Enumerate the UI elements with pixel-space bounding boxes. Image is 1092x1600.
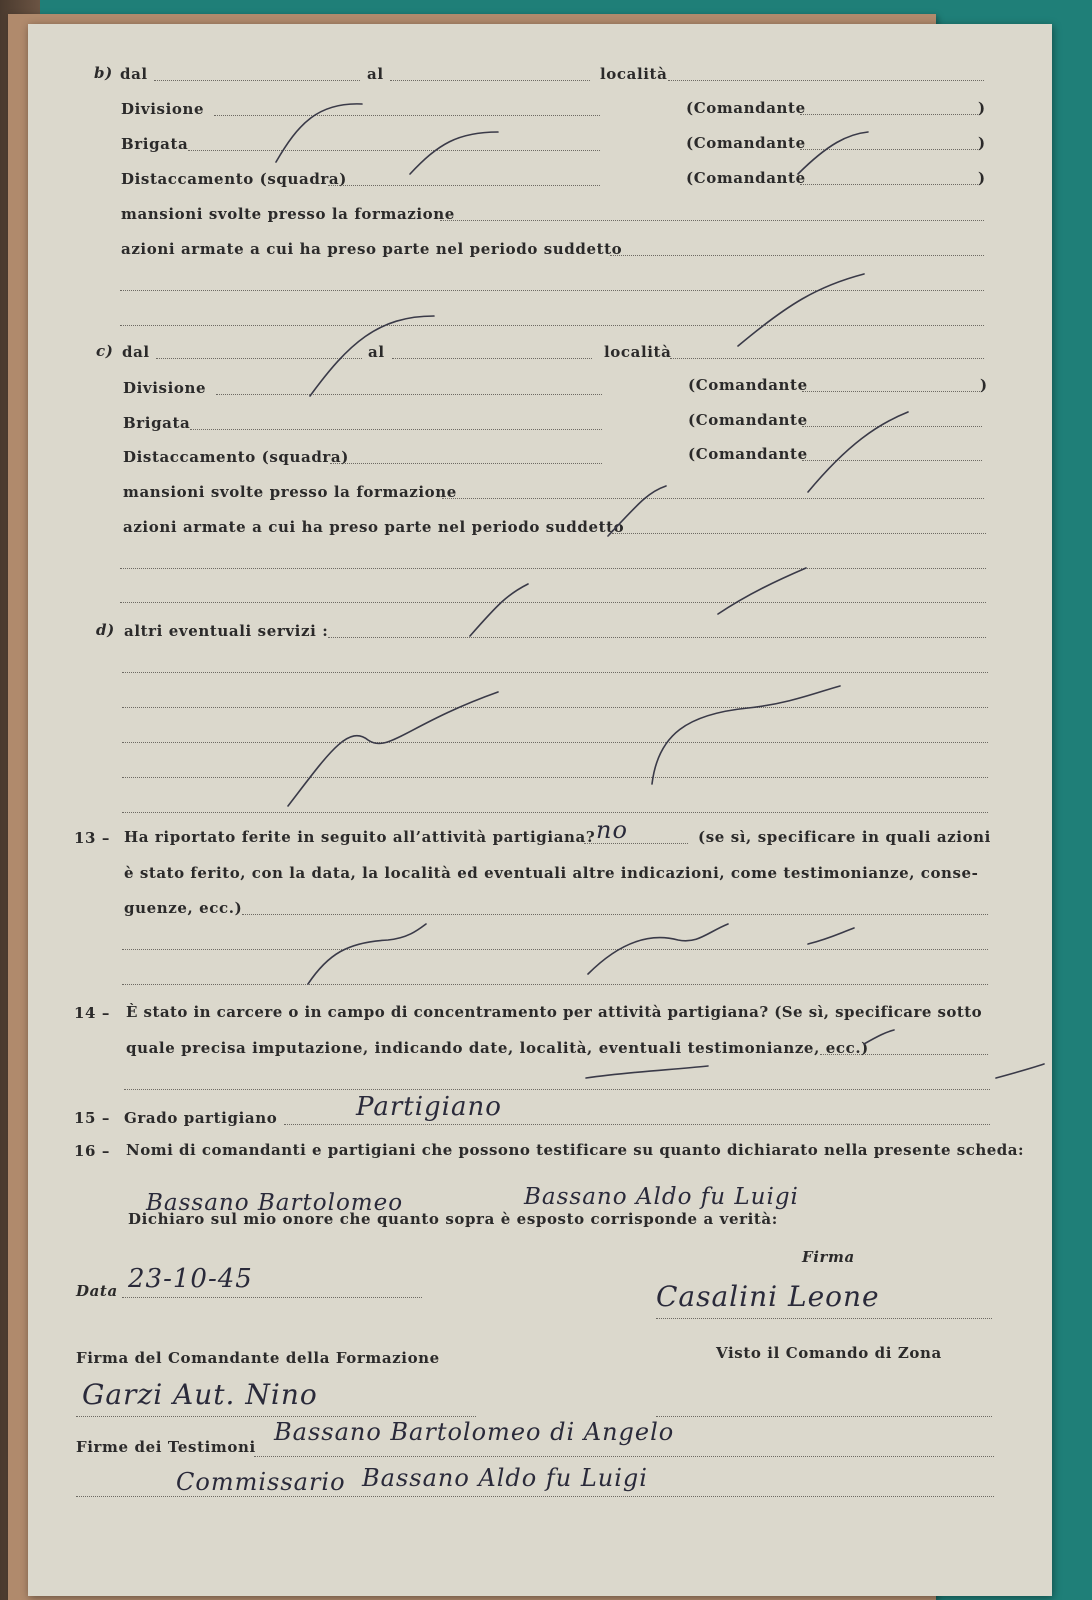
comandante-label: (Comandante [686, 134, 806, 152]
q15-answer: Partigiano [356, 1092, 502, 1122]
azioni-label: azioni armate a cui ha preso parte nel periodo suddetto [123, 518, 625, 536]
mansioni-label: mansioni svolte presso la formazione [121, 205, 455, 223]
altri-label: altri eventuali servizi : [124, 622, 329, 640]
localita-label: località [600, 65, 668, 83]
firme-testimoni-label: Firme dei Testimoni [76, 1438, 256, 1456]
q15-number: 15 – [74, 1109, 110, 1127]
close-paren: ) [978, 99, 986, 117]
q16-names-2: Bassano Aldo fu Luigi [524, 1184, 799, 1210]
dal-label: dal [122, 343, 150, 361]
q16-label: Nomi di comandanti e partigiani che possono testificare su quanto dichiarato nella presente scheda: [126, 1141, 1025, 1159]
witness-2: Bassano Aldo fu Luigi [362, 1464, 648, 1492]
q16-names-1: Bassano Bartolomeo [146, 1190, 404, 1216]
document-page [28, 24, 1052, 1596]
section-b-label: b) [94, 64, 113, 82]
divisione-label: Divisione [123, 379, 207, 397]
comandante-label: (Comandante [688, 376, 808, 394]
divisione-label: Divisione [121, 100, 205, 118]
close-paren: ) [980, 376, 988, 394]
azioni-label: azioni armate a cui ha preso parte nel periodo suddetto [121, 240, 623, 258]
comandante-label: (Comandante [686, 169, 806, 187]
q14-number: 14 – [74, 1004, 110, 1022]
data-label: Data [76, 1282, 118, 1300]
mansioni-label: mansioni svolte presso la formazione [123, 483, 457, 501]
q13-question: Ha riportato ferite in seguito all’attività partigiana? [124, 828, 596, 846]
q14-line2: quale precisa imputazione, indicando date, località, eventuali testimonianze, ecc.) [126, 1039, 869, 1057]
brigata-label: Brigata [121, 135, 189, 153]
q13-line2: è stato ferito, con la data, la località ed eventuali altre indicazioni, come testimonianze, conse- [124, 864, 979, 882]
distaccamento-label: Distaccamento (squadra) [121, 170, 347, 188]
q13-line3: guenze, ecc.) [124, 899, 243, 917]
firma-comandante-label: Firma del Comandante della Formazione [76, 1349, 440, 1367]
al-label: al [367, 65, 384, 83]
pen-strikethrough-marks [28, 24, 1052, 1596]
close-paren: ) [978, 134, 986, 152]
q16-number: 16 – [74, 1142, 110, 1160]
witness-1: Bassano Bartolomeo di Angelo [274, 1418, 675, 1446]
visto-label: Visto il Comando di Zona [716, 1344, 942, 1362]
date-value: 23-10-45 [128, 1264, 253, 1294]
signature: Casalini Leone [656, 1280, 880, 1313]
q14-question: È stato in carcere o in campo di concentramento per attività partigiana? (Se sì, specificare sotto [126, 1003, 983, 1021]
section-d-label: d) [96, 621, 115, 639]
dal-label: dal [120, 65, 148, 83]
distaccamento-label: Distaccamento (squadra) [123, 448, 349, 466]
q15-label: Grado partigiano [124, 1109, 278, 1127]
section-c-label: c) [96, 342, 114, 360]
close-paren: ) [978, 169, 986, 187]
brigata-label: Brigata [123, 414, 191, 432]
witness-2-prefix: Commissario [176, 1468, 346, 1496]
dichiaro-text: Dichiaro sul mio onore che quanto sopra è esposto corrisponde a verità: [128, 1210, 778, 1228]
comandante-label: (Comandante [688, 411, 808, 429]
q13-answer: no [596, 816, 628, 844]
localita-label: località [604, 343, 672, 361]
firma-label: Firma [802, 1248, 855, 1266]
q13-number: 13 – [74, 829, 110, 847]
comandante-label: (Comandante [688, 445, 808, 463]
al-label: al [368, 343, 385, 361]
commander-signature: Garzi Aut. Nino [82, 1378, 318, 1411]
comandante-label: (Comandante [686, 99, 806, 117]
q13-question-cont: (se sì, specificare in quali azioni [698, 828, 991, 846]
